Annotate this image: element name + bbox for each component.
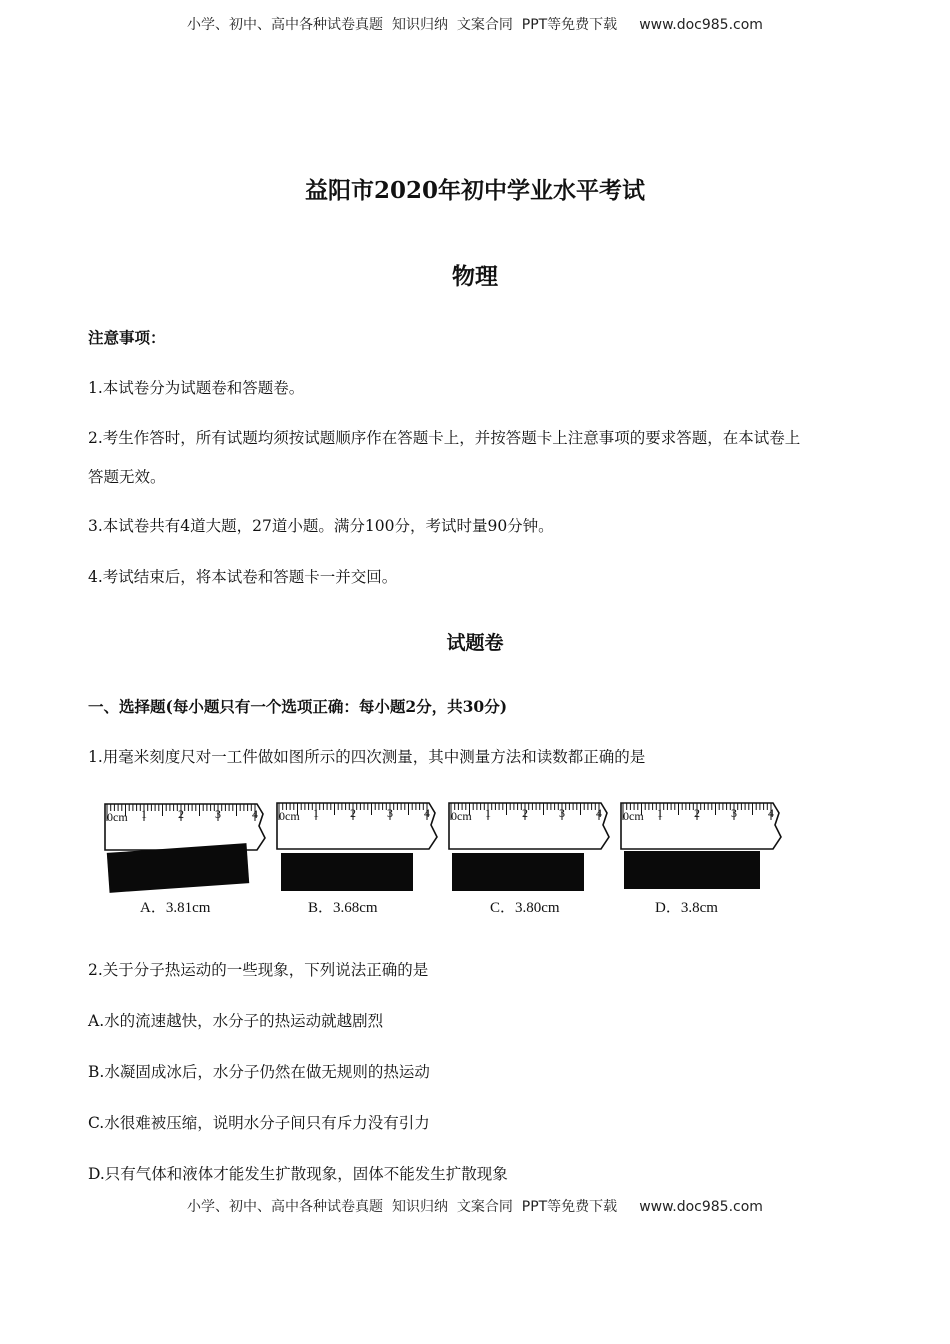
ruler-number-label: 2 [350,806,356,820]
header-banner [0,14,950,34]
workpiece-block [281,853,413,891]
ruler-option-label: C．3.80cm [490,900,560,916]
exam-title: 益阳市2020年初中学业水平考试 [304,177,645,204]
ruler-number-label: 1 [657,806,663,820]
ruler-figure-svg [100,798,790,926]
ruler-number-label: 3 [387,806,393,820]
footer-banner [0,1196,950,1216]
notice-heading: 注意事项： [88,328,166,347]
ruler-number-label: 2 [178,807,184,821]
notice-item: 1.本试卷分为试题卷和答题卷。 [88,379,305,397]
question-2-option-a: A.水的流速越快，水分子的热运动就越剧烈 [88,1012,384,1030]
ruler-number-label: 4 [596,806,602,820]
ruler-option-label: D．3.8cm [655,900,718,916]
ruler-number-label: 3 [215,807,221,821]
section-title: 试题卷 [446,632,504,654]
ruler-number-label: 1 [141,807,147,821]
ruler-unit-label: 0cm [623,809,644,823]
ruler-option-label: B．3.68cm [308,900,378,916]
ruler-number-label: 2 [522,806,528,820]
exam-subject: 物理 [452,263,498,290]
ruler-number-label: 3 [559,806,565,820]
question-2-option-d: D.只有气体和液体才能发生扩散现象，固体不能发生扩散现象 [88,1165,508,1183]
ruler-number-label: 4 [252,807,258,821]
header-banner-url[interactable]: www.doc985.com [639,17,763,33]
ruler-number-label: 4 [424,806,430,820]
header-banner-text: 小学、初中、高中各种试卷真题 知识归纳 文案合同 PPT等免费下载 [187,17,618,33]
footer-banner-url[interactable]: www.doc985.com [639,1199,763,1215]
ruler-panel [105,804,265,916]
notice-item: 3.本试卷共有4道大题，27道小题。满分100分，考试时量90分钟。 [88,517,554,535]
notice-item: 4.考试结束后，将本试卷和答题卡一并交回。 [88,568,398,586]
ruler-unit-label: 0cm [107,810,128,824]
ruler-number-label: 2 [694,806,700,820]
question-1-stem: 1.用毫米刻度尺对一工件做如图所示的四次测量，其中测量方法和读数都正确的是 [88,748,646,766]
ruler-number-label: 4 [768,806,774,820]
ruler-panel [621,803,781,916]
question-2-option-b: B.水凝固成冰后，水分子仍然在做无规则的热运动 [88,1063,430,1081]
ruler-number-label: 1 [485,806,491,820]
part-one-heading: 一、选择题(每小题只有一个选项正确：每小题2分，共30分) [88,697,508,716]
notice-item: 2.考生作答时，所有试题均须按试题顺序作在答题卡上，并按答题卡上注意事项的要求答题，在本试卷上 [88,429,801,447]
ruler-unit-label: 0cm [451,809,472,823]
ruler-panel [277,803,437,916]
footer-banner-text: 小学、初中、高中各种试卷真题 知识归纳 文案合同 PPT等免费下载 [187,1199,618,1215]
question-2-option-c: C.水很难被压缩，说明水分子间只有斥力没有引力 [88,1114,430,1132]
ruler-option-label: A．3.81cm [140,900,211,916]
ruler-number-label: 1 [313,806,319,820]
question-2-stem: 2.关于分子热运动的一些现象，下列说法正确的是 [88,961,429,979]
ruler-figure [100,798,790,926]
ruler-number-label: 3 [731,806,737,820]
ruler-panel [449,803,609,916]
ruler-unit-label: 0cm [279,809,300,823]
workpiece-block [452,853,584,891]
notice-item: 答题无效。 [88,468,166,486]
workpiece-block [624,851,760,889]
